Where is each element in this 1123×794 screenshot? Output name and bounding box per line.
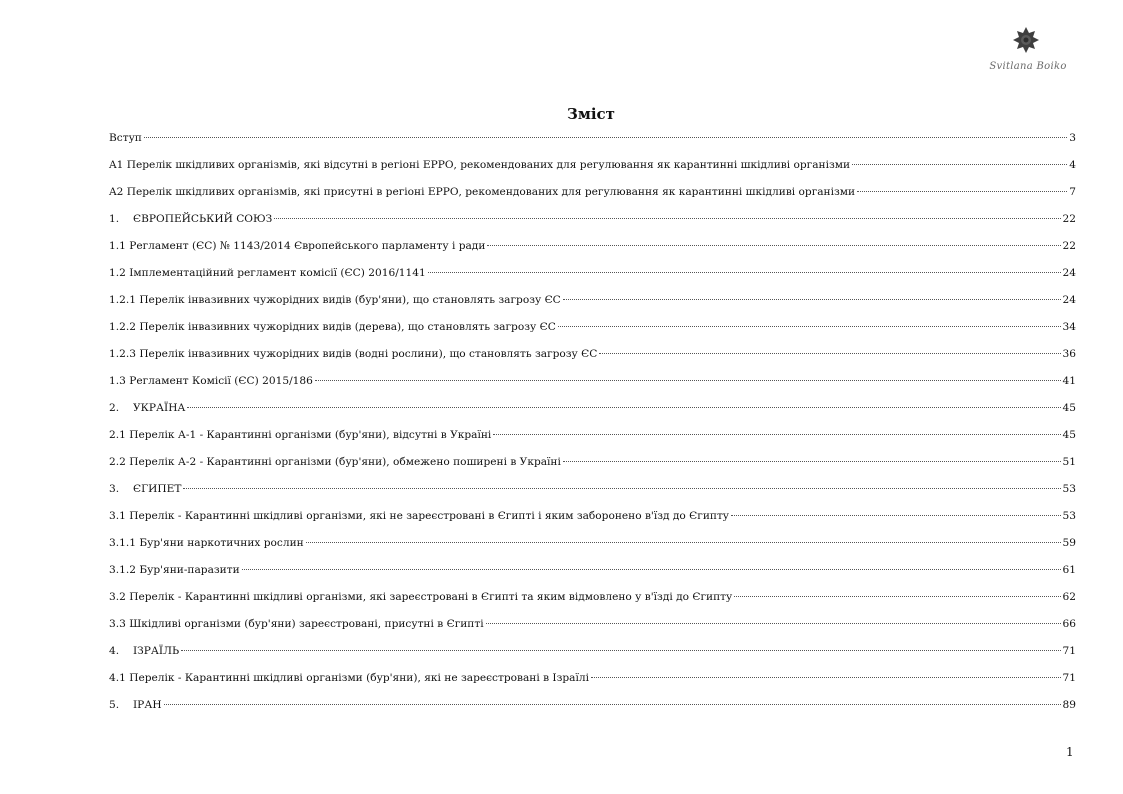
toc-entry-page: 61 bbox=[1062, 564, 1076, 576]
dot-leader bbox=[486, 623, 1061, 624]
toc-entry-page: 59 bbox=[1062, 537, 1076, 549]
toc-entry-page: 24 bbox=[1062, 294, 1076, 306]
toc-entry-page: 51 bbox=[1062, 456, 1076, 468]
dot-leader bbox=[164, 704, 1061, 705]
toc-entry[interactable] bbox=[109, 697, 1076, 713]
toc-entry-page: 45 bbox=[1062, 402, 1076, 414]
toc-entry[interactable] bbox=[109, 427, 1076, 443]
toc-entry-number: 1. bbox=[109, 213, 120, 225]
toc-entry-label: 1.1 Регламент (ЄС) № 1143/2014 Європейського парламенту і ради bbox=[109, 240, 486, 252]
toc-entry[interactable] bbox=[109, 616, 1076, 632]
toc-title: Зміст bbox=[567, 105, 615, 123]
toc-entry-label bbox=[109, 481, 181, 497]
toc-entry-page: 3 bbox=[1069, 132, 1076, 144]
toc-entry-page: 71 bbox=[1062, 645, 1076, 657]
dot-leader bbox=[487, 245, 1060, 246]
toc-entry-label: 1.2 Імплементаційний регламент комісії (ЄС) 2016/1141 bbox=[109, 267, 426, 279]
dot-leader bbox=[187, 407, 1060, 408]
toc-entry[interactable] bbox=[109, 454, 1076, 470]
toc-entry[interactable] bbox=[109, 508, 1076, 524]
dot-leader bbox=[599, 353, 1060, 354]
dot-leader bbox=[731, 515, 1060, 516]
toc-entry-label: 1.2.2 Перелік інвазивних чужорідних видів (дерева), що становлять загрозу ЄС bbox=[109, 321, 556, 333]
dot-leader bbox=[428, 272, 1061, 273]
toc-entry-label: 2.1 Перелік А-1 - Карантинні організми (бур'яни), відсутні в Україні bbox=[109, 429, 492, 441]
toc-entry-page: 53 bbox=[1062, 483, 1076, 495]
toc-entry[interactable] bbox=[109, 319, 1076, 335]
toc-entry[interactable] bbox=[109, 184, 1076, 200]
dot-leader bbox=[315, 380, 1061, 381]
toc-entry-label bbox=[109, 643, 179, 659]
toc-entry[interactable] bbox=[109, 346, 1076, 362]
toc-entry[interactable] bbox=[109, 562, 1076, 578]
dot-leader bbox=[563, 299, 1061, 300]
toc-entry-label: A2 Перелік шкідливих організмів, які присутні в регіоні ЕРРО, рекомендованих для регулювання як карантинні шкідливі організми bbox=[109, 186, 856, 198]
toc-entry-label: 3.1.1 Бур'яни наркотичних рослин bbox=[109, 537, 304, 549]
dot-leader bbox=[242, 569, 1061, 570]
toc-entry-page: 45 bbox=[1062, 429, 1076, 441]
toc-entry-text: ІЗРАЇЛЬ bbox=[133, 645, 180, 657]
toc-entry-page: 22 bbox=[1062, 240, 1076, 252]
toc-entry[interactable] bbox=[109, 400, 1076, 416]
toc-entry-label: 4.1 Перелік - Карантинні шкідливі організми (бур'яни), які не зареєстровані в Ізраїлі bbox=[109, 672, 590, 684]
toc-entry[interactable] bbox=[109, 238, 1076, 254]
toc-entry[interactable] bbox=[109, 643, 1076, 659]
toc-entry-page: 7 bbox=[1069, 186, 1076, 198]
dot-leader bbox=[144, 137, 1067, 138]
toc-entry[interactable] bbox=[109, 211, 1076, 227]
dot-leader bbox=[734, 596, 1060, 597]
toc-entry[interactable] bbox=[109, 157, 1076, 173]
toc-entry-label: 3.2 Перелік - Карантинні шкідливі організми, які зареєстровані в Єгипті та яким відмовлено у в'їзді до Єгипту bbox=[109, 591, 733, 603]
toc-entry-page: 53 bbox=[1062, 510, 1076, 522]
signature: Svitlana Boiko bbox=[989, 61, 1067, 72]
toc-entry-page: 24 bbox=[1062, 267, 1076, 279]
toc-entry[interactable] bbox=[109, 292, 1076, 308]
toc-entry-text: ІРАН bbox=[133, 699, 162, 711]
toc-entry-label bbox=[109, 697, 162, 713]
toc-entry-label bbox=[109, 211, 272, 227]
toc-entry-label: 3.1.2 Бур'яни-паразити bbox=[109, 564, 240, 576]
dot-leader bbox=[852, 164, 1067, 165]
dot-leader bbox=[274, 218, 1060, 219]
toc-entry-text: ЄВРОПЕЙСЬКИЙ СОЮЗ bbox=[133, 213, 273, 225]
toc-entry-text: ЄГИПЕТ bbox=[133, 483, 182, 495]
toc-entry[interactable] bbox=[109, 130, 1076, 146]
toc-entry-page: 89 bbox=[1062, 699, 1076, 711]
toc-entry-label: Вступ bbox=[109, 132, 142, 144]
toc-entry[interactable] bbox=[109, 481, 1076, 497]
toc-entry-page: 62 bbox=[1062, 591, 1076, 603]
toc-entry-page: 4 bbox=[1069, 159, 1076, 171]
toc-entry[interactable] bbox=[109, 670, 1076, 686]
toc-entry-page: 41 bbox=[1062, 375, 1076, 387]
toc-entry[interactable] bbox=[109, 373, 1076, 389]
page-number: 1 bbox=[1066, 745, 1074, 759]
toc-entry-number: 2. bbox=[109, 402, 120, 414]
toc-entry-label: 1.2.3 Перелік інвазивних чужорідних видів (водні рослини), що становлять загрозу ЄС bbox=[109, 348, 598, 360]
toc-entry-label: 1.2.1 Перелік інвазивних чужорідних видів (бур'яни), що становлять загрозу ЄС bbox=[109, 294, 561, 306]
toc-entry-page: 71 bbox=[1062, 672, 1076, 684]
dot-leader bbox=[183, 488, 1060, 489]
toc-entry-label: 3.3 Шкідливі організми (бур'яни) зареєстровані, присутні в Єгипті bbox=[109, 618, 484, 630]
toc-entry[interactable] bbox=[109, 265, 1076, 281]
dot-leader bbox=[181, 650, 1060, 651]
dot-leader bbox=[306, 542, 1061, 543]
toc-entry-page: 34 bbox=[1062, 321, 1076, 333]
dot-leader bbox=[857, 191, 1067, 192]
toc-entry-page: 66 bbox=[1062, 618, 1076, 630]
dot-leader bbox=[591, 677, 1061, 678]
toc-entry-number: 3. bbox=[109, 483, 120, 495]
dot-leader bbox=[558, 326, 1061, 327]
toc-entry-label: A1 Перелік шкідливих організмів, які відсутні в регіоні ЕРРО, рекомендованих для регулювання як карантинні шкідливі організми bbox=[109, 159, 851, 171]
toc-entry-label bbox=[109, 400, 185, 416]
toc-entry-page: 36 bbox=[1062, 348, 1076, 360]
dot-leader bbox=[493, 434, 1060, 435]
toc-entry-number: 4. bbox=[109, 645, 120, 657]
toc-entry-label: 3.1 Перелік - Карантинні шкідливі організми, які не зареєстровані в Єгипті і яким заборонено в'їзд до Єгипту bbox=[109, 510, 730, 522]
toc-entry-text: УКРАЇНА bbox=[133, 402, 186, 414]
dot-leader bbox=[563, 461, 1061, 462]
toc-entry[interactable] bbox=[109, 589, 1076, 605]
toc-entry-label: 1.3 Регламент Комісії (ЄС) 2015/186 bbox=[109, 375, 313, 387]
toc-entry-number: 5. bbox=[109, 699, 120, 711]
toc-entry-page: 22 bbox=[1062, 213, 1076, 225]
toc-entry[interactable] bbox=[109, 535, 1076, 551]
toc-entry-label: 2.2 Перелік А-2 - Карантинні організми (бур'яни), обмежено поширені в Україні bbox=[109, 456, 561, 468]
